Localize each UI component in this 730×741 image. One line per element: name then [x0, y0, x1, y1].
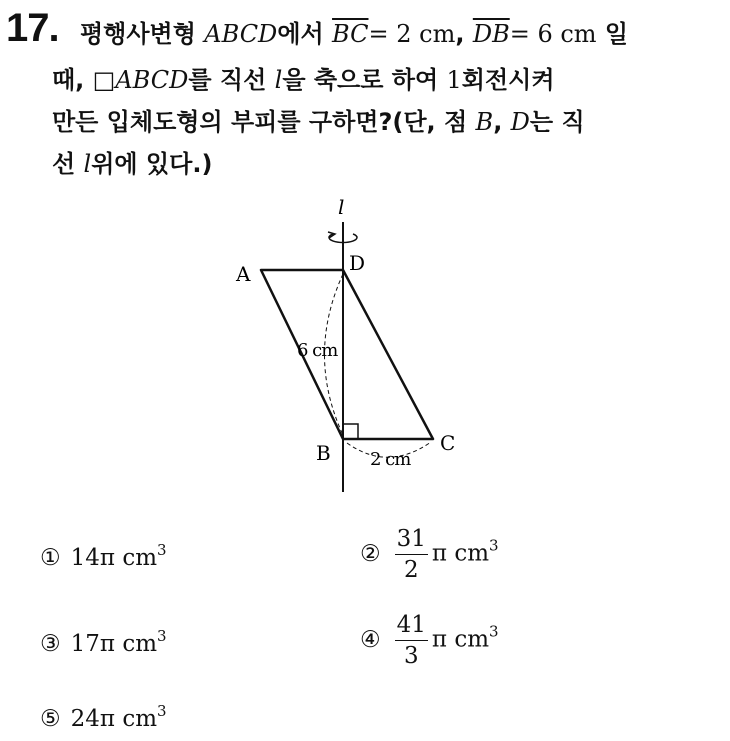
choice-1[interactable] [40, 541, 167, 571]
math-l: l [274, 66, 283, 94]
math-b: B [475, 108, 494, 136]
fraction-denominator: 2 [403, 557, 419, 583]
vertex-b-label: B [316, 441, 331, 465]
choice-4[interactable] [360, 610, 499, 671]
text: 선 [52, 150, 84, 178]
number-1: 1 [446, 66, 462, 94]
text: 때, □ [52, 66, 116, 94]
length-label-bc: 2 cm [370, 449, 411, 470]
segment-db: $\overline{DB}$ [472, 20, 510, 48]
parallelogram-abcd [261, 270, 433, 439]
vertex-d-label: D [349, 251, 366, 275]
text: 에서 [277, 20, 333, 48]
text: 위에 있다.) [91, 150, 213, 178]
fraction-numerator: 31 [395, 524, 428, 555]
choice-number: ③ [40, 631, 61, 657]
choice-exponent: 3 [489, 536, 499, 555]
vertex-c-label: C [440, 431, 456, 455]
question-line-3 [52, 102, 585, 137]
text: 평행사변형 [80, 20, 205, 48]
math-d: D [510, 108, 530, 136]
text: 회전시켜 [461, 66, 555, 94]
fraction-denominator: 3 [403, 643, 419, 669]
parallelogram-figure [210, 190, 470, 500]
choice-value: 14π cm [70, 545, 158, 571]
choice-value: π cm [431, 540, 490, 567]
question-line-1 [80, 14, 628, 49]
choice-exponent: 3 [489, 622, 499, 641]
text: , [455, 20, 473, 48]
choice-exponent: 3 [157, 627, 167, 645]
choice-number: ⑤ [40, 706, 61, 732]
choice-number: ④ [360, 626, 381, 653]
vertex-a-label: A [236, 262, 251, 286]
fraction [395, 524, 428, 585]
choice-2[interactable] [360, 524, 499, 585]
segment-bc: $\overline{BC}$ [332, 20, 369, 48]
text: , [493, 108, 511, 136]
text: 일 [596, 20, 629, 48]
choice-number: ① [40, 545, 61, 571]
choice-number: ② [360, 540, 381, 567]
choice-value: 24π cm [70, 706, 158, 732]
length-bc: = 2 cm [368, 20, 456, 48]
length-db: = 6 cm [509, 20, 597, 48]
math-abcd: ABCD [115, 66, 189, 94]
question-line-4 [52, 144, 212, 179]
choice-value: π cm [431, 626, 490, 653]
fraction-numerator: 41 [395, 610, 428, 641]
axis-label: l [338, 195, 345, 219]
question-line-2 [52, 60, 555, 95]
choice-exponent: 3 [157, 541, 167, 559]
text: 를 직선 [188, 66, 275, 94]
choice-exponent: 3 [157, 702, 167, 720]
choice-3[interactable] [40, 627, 167, 657]
text: 는 직 [529, 108, 585, 136]
text: 을 축으로 하여 [282, 66, 447, 94]
text: 만든 입체도형의 부피를 구하면?(단, 점 [52, 108, 476, 136]
math-l: l [83, 150, 92, 178]
question-number: 17. [6, 6, 59, 50]
right-angle-mark [343, 424, 358, 439]
choice-5[interactable] [40, 702, 167, 732]
length-label-db: 6 cm [297, 340, 338, 361]
math-abcd: ABCD [204, 20, 278, 48]
choice-value: 17π cm [70, 631, 158, 657]
fraction [395, 610, 428, 671]
